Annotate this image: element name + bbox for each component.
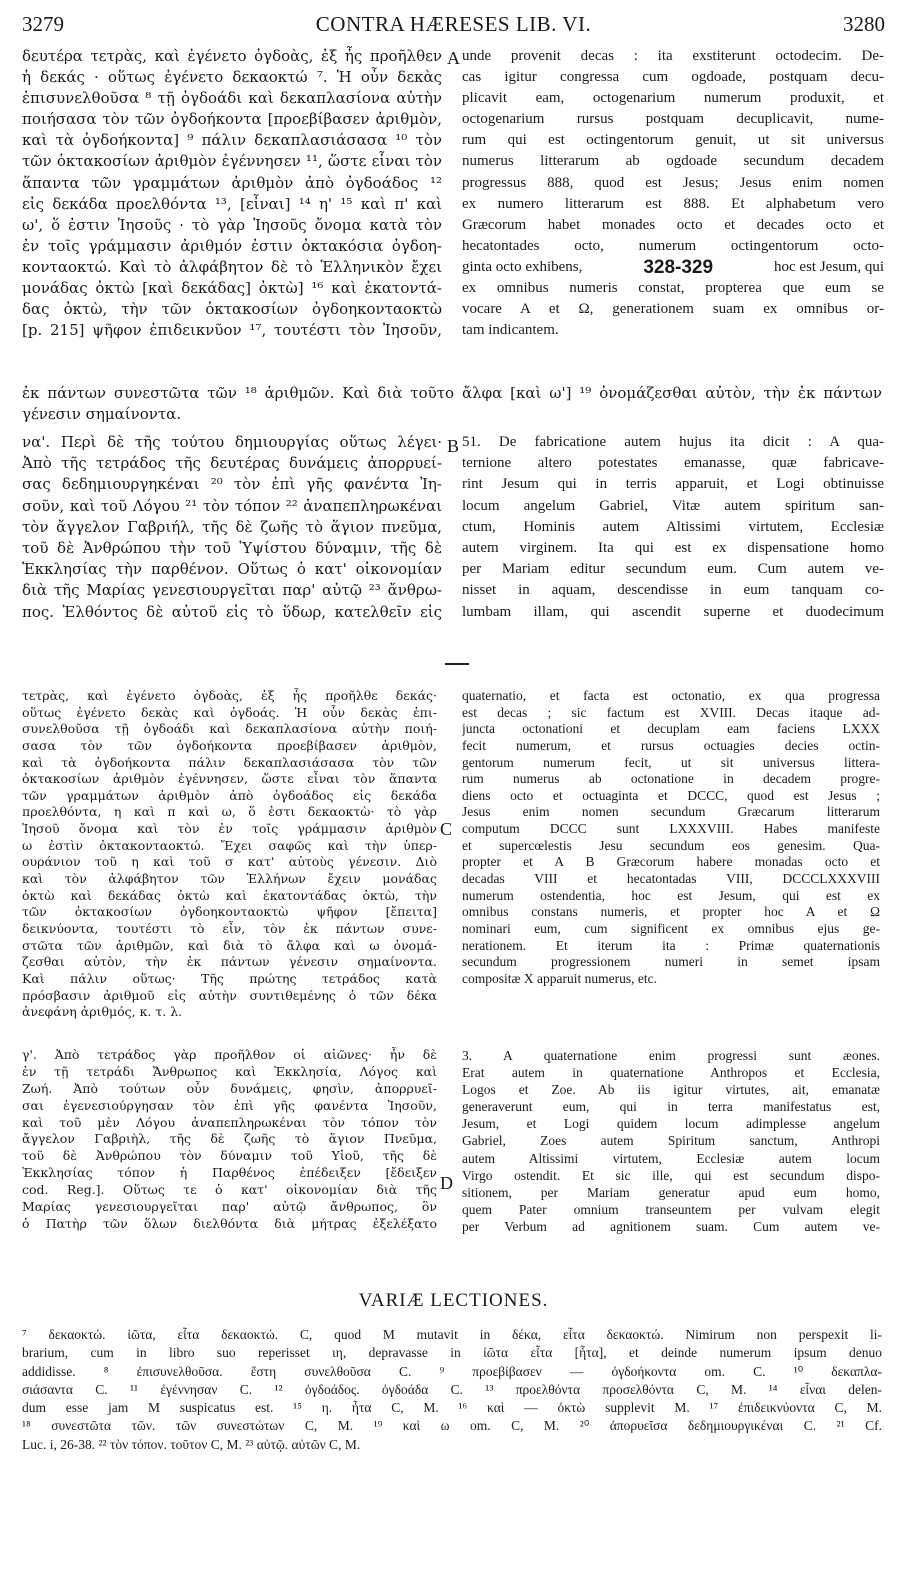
greek-text-line: ὀκτὼ καὶ δεκάδας ὀκτὼ καὶ ἑκατοντάδας ὀκτὼ, τὴν <box>22 887 437 903</box>
greek-text-line: σας δεδημιουργηκέναι ²⁰ τὸν ἐπὶ γῆς φανέντα Ἰη- <box>22 475 442 494</box>
greek-text-line: cod. Reg.]. Οὕτως τε ὁ κατ' οἰκονομίαν διὰ τῆς <box>22 1182 437 1198</box>
greek-text-line: πρόσβασιν ἀριθμοῦ εἰς αὐτὴν συντιθεμένης ὁ τῶν δέκα <box>22 987 437 1003</box>
latin-text-line: hecatontades octo, numerum octingentorum octo- <box>462 237 884 254</box>
latin-text-line: sitionem, per Mariam generatur apud eum homo, <box>462 1184 880 1200</box>
latin-text-line: decadas VIII et hecatontadas VIII, DCCCLXXXVIII <box>462 871 880 887</box>
variant-note-line: addidisse. ⁸ ἐπισυνελθοῦσα. ἔστη συνελθοῦσα C. ⁹ προεβίβασεν — ὀγδοήκοντα om. C. ¹⁰ δεκαπλα- <box>22 1363 882 1379</box>
greek-text-line: ἀνεφάνη ἀριθμός, κ. τ. λ. <box>22 1004 183 1020</box>
latin-text-line: generaverunt eum, qui in terra manifestatus est, <box>462 1099 880 1115</box>
greek-text-line: καὶ τὰ ὀγδοήκοντα πάλιν δεκαπλασιάσασα τὸν τῶν <box>22 754 437 770</box>
greek-text-line: δευτέρα τετρὰς, καὶ ἐγένετο ὀγδοὰς, ἐξ ἧς προῆλθεν <box>22 47 442 65</box>
greek-column-section-2 <box>22 432 442 623</box>
variant-note-line: Luc. i, 26-38. ²² τὸν τόπον. τοῦτον C, M. ²³ αὐτῷ. αὐτῶν C, M. <box>22 1436 361 1452</box>
latin-text-line: gentorum numerum fecit, ut sit universus littera- <box>462 754 880 770</box>
greek-text-line: δεικνύοντα, τουτέστι τὸ εἶν, τὸν ἐκ πάντων συνε- <box>22 920 437 936</box>
greek-text-line: καὶ τοῦ μὲν Λόγου ἀναπεπληρωκέναι τὸν τόπον τὸν <box>22 1114 437 1130</box>
latin-text-line: lumbam illam, qui ascendit superne et duodecimum <box>462 603 884 620</box>
greek-text-line: ἐν τοῖς γράμμασιν ἀριθμόν ἐστιν ὀκτακόσια ὀγδοη- <box>22 236 442 255</box>
greek-text-line: εἰς δεκάδα προελθόντα ¹³, [εἶναι] ¹⁴ η' ¹⁵ καὶ π' καὶ <box>22 194 442 213</box>
greek-column-section-3 <box>22 688 437 1021</box>
greek-text-line: τοῦ δὲ Ἀνθρώπου τὸν δύναμιν τοῦ Υἱοῦ, τῆς δὲ <box>22 1148 437 1164</box>
greek-text-line: ἐν τῇ τετράδι Ἄνθρωπος καὶ Ἐκκλησία, Λόγος καὶ <box>22 1063 437 1079</box>
latin-column-section-2 <box>462 432 884 623</box>
greek-text-line: σαι ἐγενεσιούργησαν τὸν ἐπὶ γῆς φανέντα Ἰησοῦν, <box>22 1097 437 1113</box>
latin-text-line: tam indicantem. <box>462 322 559 339</box>
latin-column-section-4 <box>462 1047 880 1235</box>
latin-text-line: numerum ostendentia, hoc est Jesum, qui est ex <box>462 887 880 903</box>
latin-text-line: compositæ X apparuit numerus, etc. <box>462 970 657 986</box>
column-number-badge: 328-329 <box>643 256 714 278</box>
greek-text-line: διὰ τῆς Μαρίας γενεσιουργεῖται παρ' αὐτῷ ²³ ἄνθρω- <box>22 581 442 600</box>
page-number-right: 3280 <box>843 12 885 36</box>
latin-text-line: vocare A et Ω, generationem suam ex omnibus or- <box>462 301 884 318</box>
margin-marker-b: B <box>447 436 460 456</box>
greek-text-line: συνελθοῦσα τῇ ὀγδοάδι καὶ δεκαπλασίονα αὐτὴν ποιή- <box>22 721 437 737</box>
greek-text-line: Μαρίας γενεσιουργεῖται παρ' αὐτῷ ἄνθρωπος, ὃν <box>22 1199 437 1215</box>
latin-text-line: secundum progressionem numeri in semet ipsam <box>462 954 880 970</box>
greek-text-line: ἐπισυνελθοῦσα ⁸ τῇ ὀγδοάδι καὶ δεκαπλασίονα αὐτὴν <box>22 89 442 108</box>
greek-text-line: [p. 215] ψῆφον ἐπιδεικνῦον ¹⁷, τουτέστι τὸν Ἰησοῦν, <box>22 321 442 340</box>
greek-text-line: μονάδας ὀκτὼ [καὶ δεκάδας] ὀκτὼ] ¹⁶ καὶ ἑκατοντά- <box>22 279 442 298</box>
latin-text-line: ternione altero potestates emanasse, quæ fabricave- <box>462 455 884 472</box>
greek-text-line: Ἀπὸ τῆς τετράδος τῆς δευτέρας δυνάμεις ἀπορρυεί- <box>22 454 442 473</box>
latin-text-segment: hoc est Jesum, qui <box>774 258 884 275</box>
greek-text-line: τὸν ἄγγελον Γαβριήλ, τῆς δὲ ζωῆς τὸ ἅγιον πνεῦμα, <box>22 517 442 536</box>
latin-text-line: Virgo ostendit. Et sic ille, qui est secundum dispo- <box>462 1167 880 1183</box>
page-number-left: 3279 <box>22 12 64 36</box>
latin-text-line: nominari eum, cum significent ex omnibus ejus ge- <box>462 920 880 936</box>
greek-text-line: ἄγγελον Γαβριὴλ, τῆς δὲ ζωῆς τὸ ἅγιον Πνεῦμα, <box>22 1131 437 1147</box>
latin-text-line: propter et A B Græcorum habere monadas octo et <box>462 854 880 870</box>
greek-text-line: ποιήσασα τὸν τῶν ὀγδοήκοντα [προεβίβασεν ἀριθμὸν, <box>22 110 442 129</box>
latin-text-line: plicavit eam, octogenarium numerum produxit, et <box>462 90 884 107</box>
greek-text-line: ἅπαντα τῶν γραμμάτων ἀριθμὸν ἀπὸ ὀγδοάδος ¹² <box>22 173 442 192</box>
latin-text-line: rum numerus ab octonatione in decadem progre- <box>462 771 880 787</box>
latin-text-line: progressus 888, quod est Jesus; Jesus enim nomen <box>462 174 884 191</box>
latin-text-line: unde provenit decas : ita exstiterunt octodecim. De- <box>462 48 884 64</box>
latin-text-line: quaternatio, et facta est octonatio, ex qua progressa <box>462 688 880 703</box>
latin-text-line: autem virginem. Ita qui est ex dispensatione homo <box>462 539 884 556</box>
variant-readings-notes <box>22 1326 882 1454</box>
latin-column-section-1 <box>462 46 884 341</box>
greek-text-line: ζεσθαι αὐτὸν, τὴν ἐκ πάντων γένεσιν σημαίνοντα. <box>22 954 437 970</box>
greek-text-line: σοῦν, καὶ τοῦ Λόγου ²¹ τὸν τόπον ²² ἀναπεπληρωκέναι <box>22 496 442 515</box>
latin-text-line-with-badge <box>462 257 884 278</box>
greek-text-line: ω ἐστὶν ὀκτακονταοκτώ. Ἔχει σαφῶς καὶ τὴν ὑπερ- <box>22 837 437 853</box>
greek-text-line: τετρὰς, καὶ ἐγένετο ὀγδοὰς, ἐξ ἧς προῆλθε δεκάς· <box>22 688 437 703</box>
greek-text-line: ὀκτακοσίων ἀριθμὸν ἐγέννησεν, ὥστε εἶναι τὸν ἅπαντα <box>22 771 437 787</box>
greek-text-line: Ζωή. Ἀπὸ τούτων οὖν δυνάμεις, φησὶν, ἀπορρυεῖ- <box>22 1080 437 1096</box>
latin-text-line: quem Pater omnium transeuntem per vulvam elegit <box>462 1201 880 1217</box>
latin-text-line: ex numero litterarum est 888. Et alphabetum vero <box>462 195 884 212</box>
latin-text-line: octogenarium rursus postquam decuplicavit, nume- <box>462 111 884 128</box>
latin-text-line: 51. De fabricatione autem hujus ita dicit : A qua- <box>462 434 884 450</box>
latin-text-line: locum angelum Gabriel, Vitæ autem spiritum san- <box>462 497 884 514</box>
variae-lectiones-title: VARIÆ LECTIONES. <box>358 1290 549 1311</box>
greek-text-line: δας ὀκτὼ, τὴν τῶν ὀκτακοσίων ὀγδοηκονταοκτὼ <box>22 300 442 319</box>
latin-text-line: Jesus enim nomen secundum Græcarum litterarum <box>462 804 880 820</box>
latin-text-line: 3. A quaternatione enim progressi sunt æones. <box>462 1048 880 1063</box>
variant-note-line: dum esse jam M suspicatus est. ¹⁵ η. ἦτα C, M. ¹⁶ καὶ — ὀκτὼ supplevit M. ¹⁷ ἐπιδεικνύοντα C, M. <box>22 1400 882 1416</box>
latin-text-segment: ginta octo exhibens, <box>462 258 583 275</box>
latin-text-line: rint Jesum qui in terris apparuit, et Logi obtinuisse <box>462 476 884 493</box>
latin-text-line: juncta octonationi et decuplam eam faciens LXXX <box>462 721 880 737</box>
running-header <box>22 12 885 38</box>
latin-text-line: per Mariam editur secundum eum. Cum autem ve- <box>462 561 884 578</box>
latin-text-line: Jesum, et Logi quidem locum adimplesse angelum <box>462 1116 880 1132</box>
greek-text-line: ἡ δεκάς · οὕτως ἐγένετο δεκαοκτώ ⁷. Ἡ οὖν δεκὰς <box>22 68 442 87</box>
latin-text-line: computum DCCC sunt LXXXVIII. Habes manifeste <box>462 821 880 837</box>
latin-text-line: ctum, Hominis autem Altissimi virtutem, Ecclesiæ <box>462 518 884 535</box>
latin-text-line: diens octo et octuaginta et DCCC, quod est Jesus ; <box>462 787 880 803</box>
latin-text-line: Græcorum habet monades octo et decades octo et <box>462 216 884 233</box>
latin-text-line: est decas ; sic factum est XVIII. Decas itaque ad- <box>462 704 880 720</box>
latin-text-line: numerus litterarum ab ogdoade secundum decadem <box>462 153 884 170</box>
latin-text-line: ex omnibus numeris constat, propterea que eum se <box>462 280 884 297</box>
greek-text-line: στῶτα τῶν ἀριθμῶν, καὶ διὰ τὸ ἄλφα καὶ ω ὀνομά- <box>22 937 437 953</box>
variant-note-line: ¹⁸ συνεστῶτα τῶν. τῶν συνεστώτων C, M. ¹⁹ καὶ ω om. C, M. ²⁰ ἀπορυεῖσα δεδημιουργικέναι C. ²¹ Cf. <box>22 1418 882 1434</box>
latin-text-line: per Verbum ad agnitionem suam. Cum autem ve- <box>462 1218 880 1234</box>
latin-text-line: Erat autem in quaternatione Anthropos et Ecclesia, <box>462 1065 880 1081</box>
latin-text-line: omnibus constans numeris, et propter hoc A et Ω <box>462 904 880 920</box>
latin-text-line: nisset in aquam, descendisse in eum tanquam co- <box>462 582 884 599</box>
latin-text-line: autem Altissimi virtutem, Ecclesiæ autem locum <box>462 1150 880 1166</box>
margin-marker-a: A <box>447 48 460 68</box>
latin-text-line: cas igitur congressa cum ogdoade, postquam decu- <box>462 69 884 86</box>
latin-text-line: et supercœlestis Jesu secundum eos genesim. Qua- <box>462 837 880 853</box>
greek-text-line: ουράνιον τοῦ η καὶ τοῦ σ κατ' αὐτοὺς γένεσιν. Διὸ <box>22 854 437 870</box>
latin-text-line: rum qui est octingentorum genuit, ut sit universus <box>462 132 884 149</box>
margin-marker-c: C <box>440 819 453 839</box>
latin-text-line: Logos et Zoe. Ab iis igitur virtutes, ait, emanatæ <box>462 1082 880 1098</box>
latin-text-line: fecit numerum, et rursus octuagies decies octin- <box>462 737 880 753</box>
greek-text-line: πος. Ἐλθόντος δὲ αὐτοῦ εἰς τὸ ὕδωρ, κατελθεῖν εἰς <box>22 602 442 621</box>
greek-text-line: γ'. Ἀπὸ τετράδος γὰρ προῆλθον οἱ αἰῶνες· ἦν δὲ <box>22 1047 437 1062</box>
greek-text-line: καὶ τὰ ὀγδοήκοντα] ⁹ πάλιν δεκαπλασιάσασα ¹⁰ τὸν <box>22 131 442 150</box>
greek-column-section-4 <box>22 1047 437 1233</box>
greek-text-line: ω', ὅ ἐστιν Ἰησοῦς · τὸ γὰρ Ἰησοῦς ὄνομα κατὰ τὸν <box>22 215 442 234</box>
greek-text-line: κονταοκτώ. Καὶ τὸ ἀλφάβητον δὲ τὸ Ἑλληνικὸν ἔχει <box>22 257 442 276</box>
variant-note-line: ⁷ δεκαοκτώ. ἰῶτα, εἶτα δεκαοκτώ. C, quod M mutavit in δέκα, εἶτα δεκαοκτώ. Nimirum non perspexit li- <box>22 1327 882 1342</box>
greek-text-line: να'. Περὶ δὲ τῆς τούτου δημιουργίας οὕτως λέγει· <box>22 433 442 451</box>
variant-note-line: brarium, cum in libro suo reperisset ιη, depravasse in ἰῶτα εἶτα [ἦτα], et deinde numerum ipsum denuo <box>22 1345 882 1361</box>
greek-text-line: τῶν ὀκτακοσίων ἀριθμὸν ἐγέννησεν ¹¹, ὥστε εἶναι τὸν <box>22 152 442 171</box>
variant-note-line: σιάσαντα C. ¹¹ ἐγέννησαν C. ¹² ὀγδοάδος. ὀγδοάδα C. ¹³ προελθόντα προσελθόντα C, M. ¹⁴ εἶναι delen- <box>22 1381 882 1397</box>
greek-column-section-1 <box>22 46 442 341</box>
greek-text-line: σασα τὸν τῶν ὀγδοήκοντα προεβίβασεν ἀριθμὸν, <box>22 737 437 753</box>
greek-full-width-line: ἐκ πάντων συνεστῶτα τῶν ¹⁸ ἀριθμῶν. Καὶ διὰ τοῦτο ἄλφα [καὶ ω'] ¹⁹ ὀνομάζεσθαι αὐτὸν, τὴν ἐκ πάντων <box>22 384 882 402</box>
greek-text-line: ὁ Πατὴρ τῶν ὅλων διελθόντα διὰ μήτρας ἐξελέξατο <box>22 1215 437 1231</box>
latin-text-line: nerationem. Et iterum ita : Primæ quaternationis <box>462 937 880 953</box>
greek-text-line: Ἐκκλησίας τὴν παρθένον. Οὕτως ὁ κατ' οἰκονομίαν <box>22 560 442 579</box>
greek-tail-line: γένεσιν σημαίνοντα. <box>22 405 182 423</box>
greek-text-line: τοῦ δὲ Ἀνθρώπου τὴν τοῦ Ὑψίστου δύναμιν, τῆς δὲ <box>22 538 442 557</box>
margin-marker-d: D <box>440 1173 453 1193</box>
greek-text-line: τῶν γραμμάτων ἀριθμὸν ἀπὸ ὀγδοάδος εἰς δεκάδα <box>22 787 437 803</box>
latin-text-line: Gabriel, Zoes autem Spiritum sanctum, Anthropi <box>462 1133 880 1149</box>
section-divider <box>445 663 469 665</box>
greek-text-line: τῶν ὀκτακοσίων ὀγδοηκονταοκτὼ ψῆφον [ἔπειτα] <box>22 904 437 920</box>
greek-text-line: οὕτως ἐγένετο δεκὰς καὶ ὀγδοάς. Ἡ οὖν δεκὰς ἐπι- <box>22 704 437 720</box>
greek-text-line: προελθόντα, η καὶ π καὶ ω, ὅ ἐστι δεκαοκτὼ· τὸ γὰρ <box>22 804 437 820</box>
latin-column-section-3 <box>462 688 880 988</box>
greek-text-line: καὶ τὸν ἀλφάβητον τῶν Ἑλλήνων ἔχειν μονάδας <box>22 871 437 887</box>
running-title: CONTRA HÆRESES LIB. VI. <box>315 12 592 36</box>
greek-text-line: Καὶ πάλιν οὕτως· Τῆς πρώτης τετράδος κατὰ <box>22 970 437 986</box>
greek-text-line: Ἐκκλησίας τόπον ἡ Παρθένος ἐπέδειξεν [ἔδειξεν <box>22 1165 437 1181</box>
greek-text-line: Ἰησοῦ ὄνομα καὶ τὸν ἐν τοῖς γράμμασιν ἀριθμὸν <box>22 821 437 837</box>
